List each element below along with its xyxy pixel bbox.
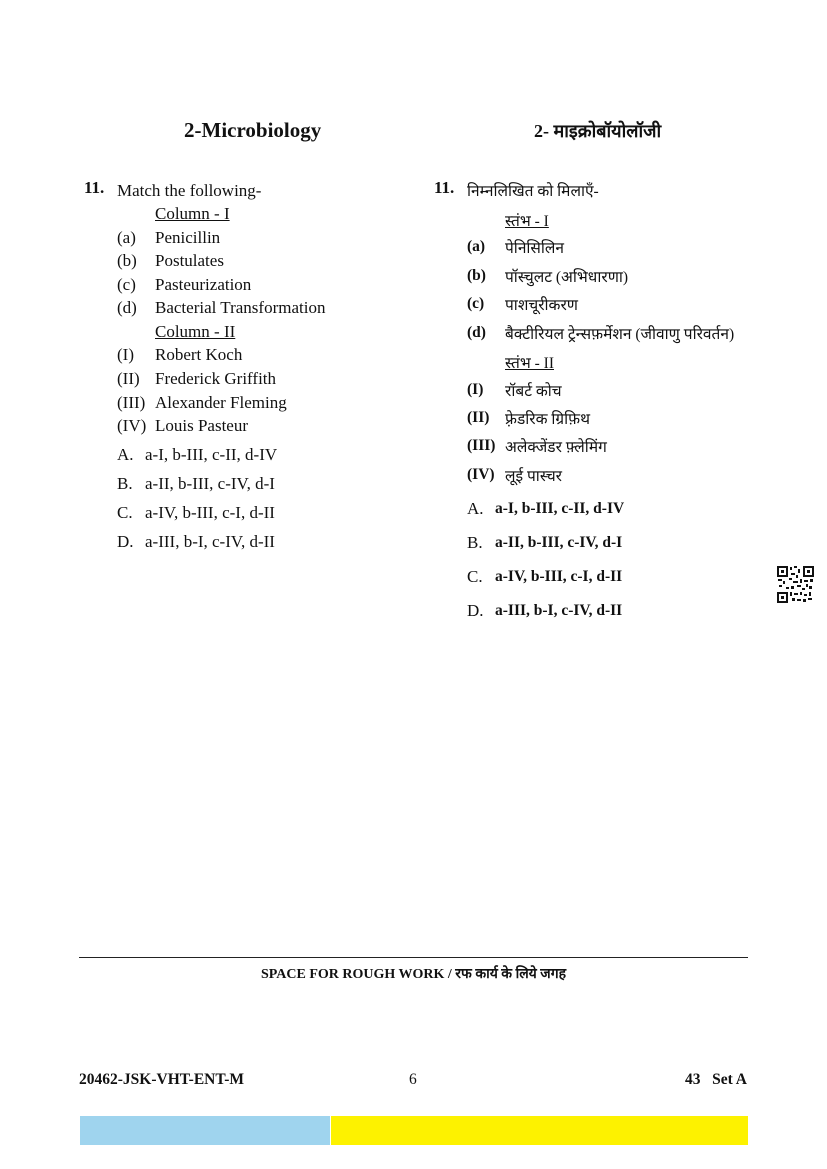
option-text: a-III, b-I, c-IV, d-II bbox=[145, 532, 275, 551]
qr-code-icon bbox=[777, 566, 814, 603]
item-text: पाशचूरीकरण bbox=[505, 297, 579, 314]
item-text: Robert Koch bbox=[155, 345, 243, 364]
item-text: लूई पास्चर bbox=[505, 468, 563, 485]
paper-code: 20462-JSK-VHT-ENT-M bbox=[79, 1071, 245, 1088]
item-text: पॉस्चुलट (अभिधारणा) bbox=[505, 269, 629, 286]
item-label: (d) bbox=[467, 324, 486, 341]
item-text: Postulates bbox=[155, 251, 224, 270]
item-label: (II) bbox=[467, 409, 490, 426]
option-text: a-IV, b-III, c-I, d-II bbox=[145, 503, 275, 522]
set-label: 43 Set A bbox=[685, 1071, 747, 1088]
footer-bar-yellow bbox=[331, 1116, 748, 1145]
item-label: (a) bbox=[467, 238, 486, 255]
option-label: D. bbox=[117, 532, 134, 551]
footer-bar-blue bbox=[80, 1116, 330, 1145]
question-number: 11. bbox=[434, 178, 455, 197]
option-label: A. bbox=[117, 445, 134, 464]
item-label: (b) bbox=[117, 251, 137, 270]
section-heading-english: 2-Microbiology bbox=[184, 118, 322, 142]
item-text: Penicillin bbox=[155, 228, 221, 247]
question-stem: निम्नलिखित को मिलाएँ- bbox=[467, 183, 599, 200]
item-text: Louis Pasteur bbox=[155, 416, 249, 435]
question-number: 11. bbox=[84, 178, 105, 197]
option-text: a-II, b-III, c-IV, d-I bbox=[145, 474, 275, 493]
item-text: Frederick Griffith bbox=[155, 369, 277, 388]
option-text: a-IV, b-III, c-I, d-II bbox=[495, 568, 623, 585]
column-1-title: स्तंभ - I bbox=[505, 213, 549, 230]
question-stem: Match the following- bbox=[117, 181, 262, 200]
option-label: C. bbox=[117, 503, 133, 522]
item-label: (I) bbox=[467, 381, 484, 398]
option-label: D. bbox=[467, 601, 484, 620]
rough-work-label: SPACE FOR ROUGH WORK / रफ कार्य के लिये जगह bbox=[260, 967, 567, 982]
item-label: (d) bbox=[117, 298, 137, 317]
option-text: a-I, b-III, c-II, d-IV bbox=[495, 500, 625, 517]
option-text: a-III, b-I, c-IV, d-II bbox=[495, 602, 623, 619]
item-label: (IV) bbox=[467, 466, 495, 483]
item-label: (IV) bbox=[117, 416, 147, 435]
item-label: (c) bbox=[467, 295, 485, 312]
item-label: (I) bbox=[117, 345, 134, 364]
item-text: Bacterial Transformation bbox=[155, 298, 326, 317]
option-text: a-II, b-III, c-IV, d-I bbox=[495, 534, 623, 551]
column-2-title: स्तंभ - II bbox=[505, 355, 554, 372]
option-label: B. bbox=[467, 533, 483, 552]
option-text: a-I, b-III, c-II, d-IV bbox=[145, 445, 278, 464]
option-label: B. bbox=[117, 474, 133, 493]
item-text: बैक्टीरियल ट्रेन्सफ़र्मेशन (जीवाणु परिवर्तन) bbox=[505, 326, 735, 343]
item-label: (II) bbox=[117, 369, 140, 388]
item-label: (c) bbox=[117, 275, 136, 294]
item-text: Pasteurization bbox=[155, 275, 252, 294]
column-2-title: Column - II bbox=[155, 322, 236, 341]
item-text: Alexander Fleming bbox=[155, 393, 287, 412]
item-label: (a) bbox=[117, 228, 136, 247]
item-text: रॉबर्ट कोच bbox=[505, 383, 562, 400]
page-number: 6 bbox=[409, 1071, 417, 1088]
item-text: फ़्रेडरिक ग्रिफ़िथ bbox=[505, 411, 591, 428]
item-label: (III) bbox=[117, 393, 146, 412]
item-label: (b) bbox=[467, 267, 486, 284]
item-label: (III) bbox=[467, 437, 496, 454]
option-label: A. bbox=[467, 499, 484, 518]
option-label: C. bbox=[467, 567, 483, 586]
item-text: अलेक्जेंडर फ़्लेमिंग bbox=[505, 439, 607, 456]
column-1-title: Column - I bbox=[155, 204, 230, 223]
item-text: पेनिसिलिन bbox=[505, 240, 565, 257]
section-heading-hindi: 2- माइक्रोबॉयोलॉजी bbox=[534, 121, 662, 141]
rough-work-divider bbox=[79, 957, 748, 958]
